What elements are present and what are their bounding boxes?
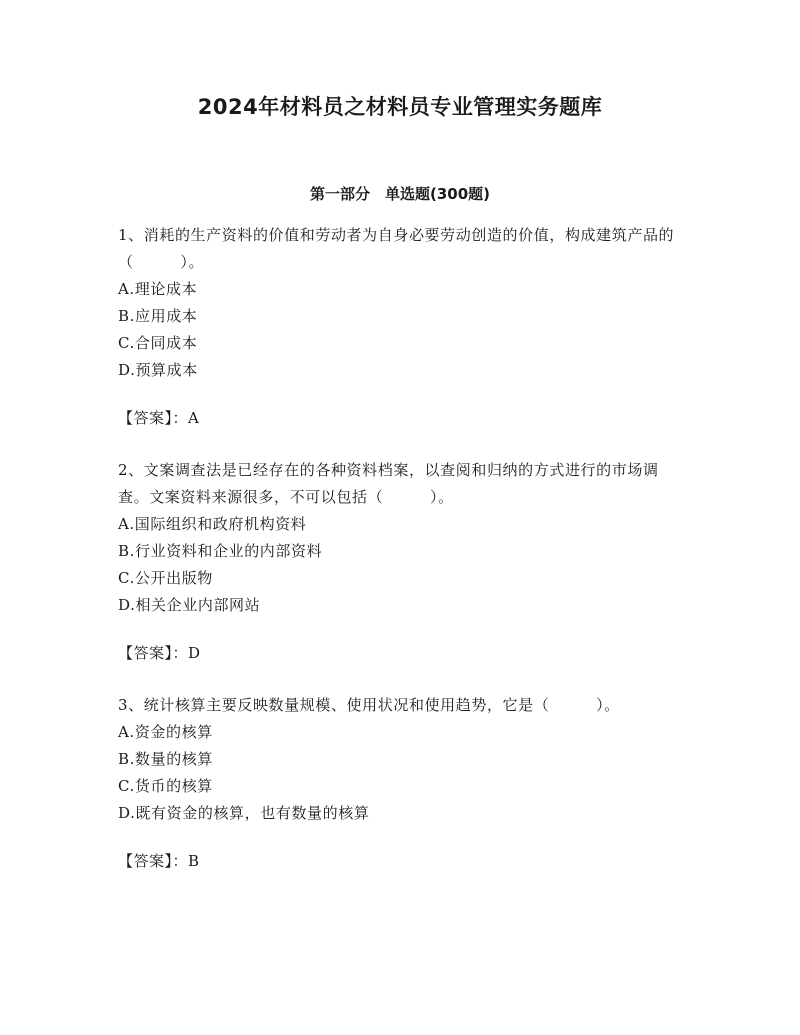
option-c: C.合同成本 xyxy=(118,334,198,352)
option-list xyxy=(118,511,678,619)
answer-line xyxy=(118,640,678,667)
option-b: B.应用成本 xyxy=(118,307,198,325)
option-c: C.货币的核算 xyxy=(118,777,213,795)
answer-line xyxy=(118,405,678,432)
question-2 xyxy=(118,457,678,667)
document-title: 2024年材料员之材料员专业管理实务题库 xyxy=(197,95,603,119)
answer-label: 【答案】： xyxy=(118,644,189,662)
question-stem: 3、统计核算主要反映数量规模、使用状况和使用趋势，它是（ ）。 xyxy=(118,696,620,714)
question-1 xyxy=(118,222,678,432)
answer-line xyxy=(118,848,678,875)
option-a: A.理论成本 xyxy=(118,280,198,298)
option-d: D.预算成本 xyxy=(118,361,198,379)
option-c: C.公开出版物 xyxy=(118,569,213,587)
option-d: D.相关企业内部网站 xyxy=(118,596,261,614)
option-d: D.既有资金的核算，也有数量的核算 xyxy=(118,804,370,822)
option-b: B.数量的核算 xyxy=(118,750,213,768)
option-list xyxy=(118,719,678,827)
question-3 xyxy=(118,692,678,875)
question-list xyxy=(118,222,678,900)
option-a: A.资金的核算 xyxy=(118,723,213,741)
option-list xyxy=(118,276,678,384)
answer-value: D xyxy=(188,644,201,662)
question-stem: 1、消耗的生产资料的价值和劳动者为自身必要劳动创造的价值，构成建筑产品的（ ）。 xyxy=(118,226,675,271)
question-stem: 2、文案调查法是已经存在的各种资料档案，以查阅和归纳的方式进行的市场调查。文案资料来源很多，不可以包括（ ）。 xyxy=(118,461,659,506)
answer-label: 【答案】： xyxy=(118,409,189,427)
answer-value: B xyxy=(188,852,200,870)
section-title: 第一部分 单选题(300题) xyxy=(309,185,491,203)
option-a: A.国际组织和政府机构资料 xyxy=(118,515,307,533)
option-b: B.行业资料和企业的内部资料 xyxy=(118,542,323,560)
answer-value: A xyxy=(188,409,200,427)
answer-label: 【答案】： xyxy=(118,852,189,870)
